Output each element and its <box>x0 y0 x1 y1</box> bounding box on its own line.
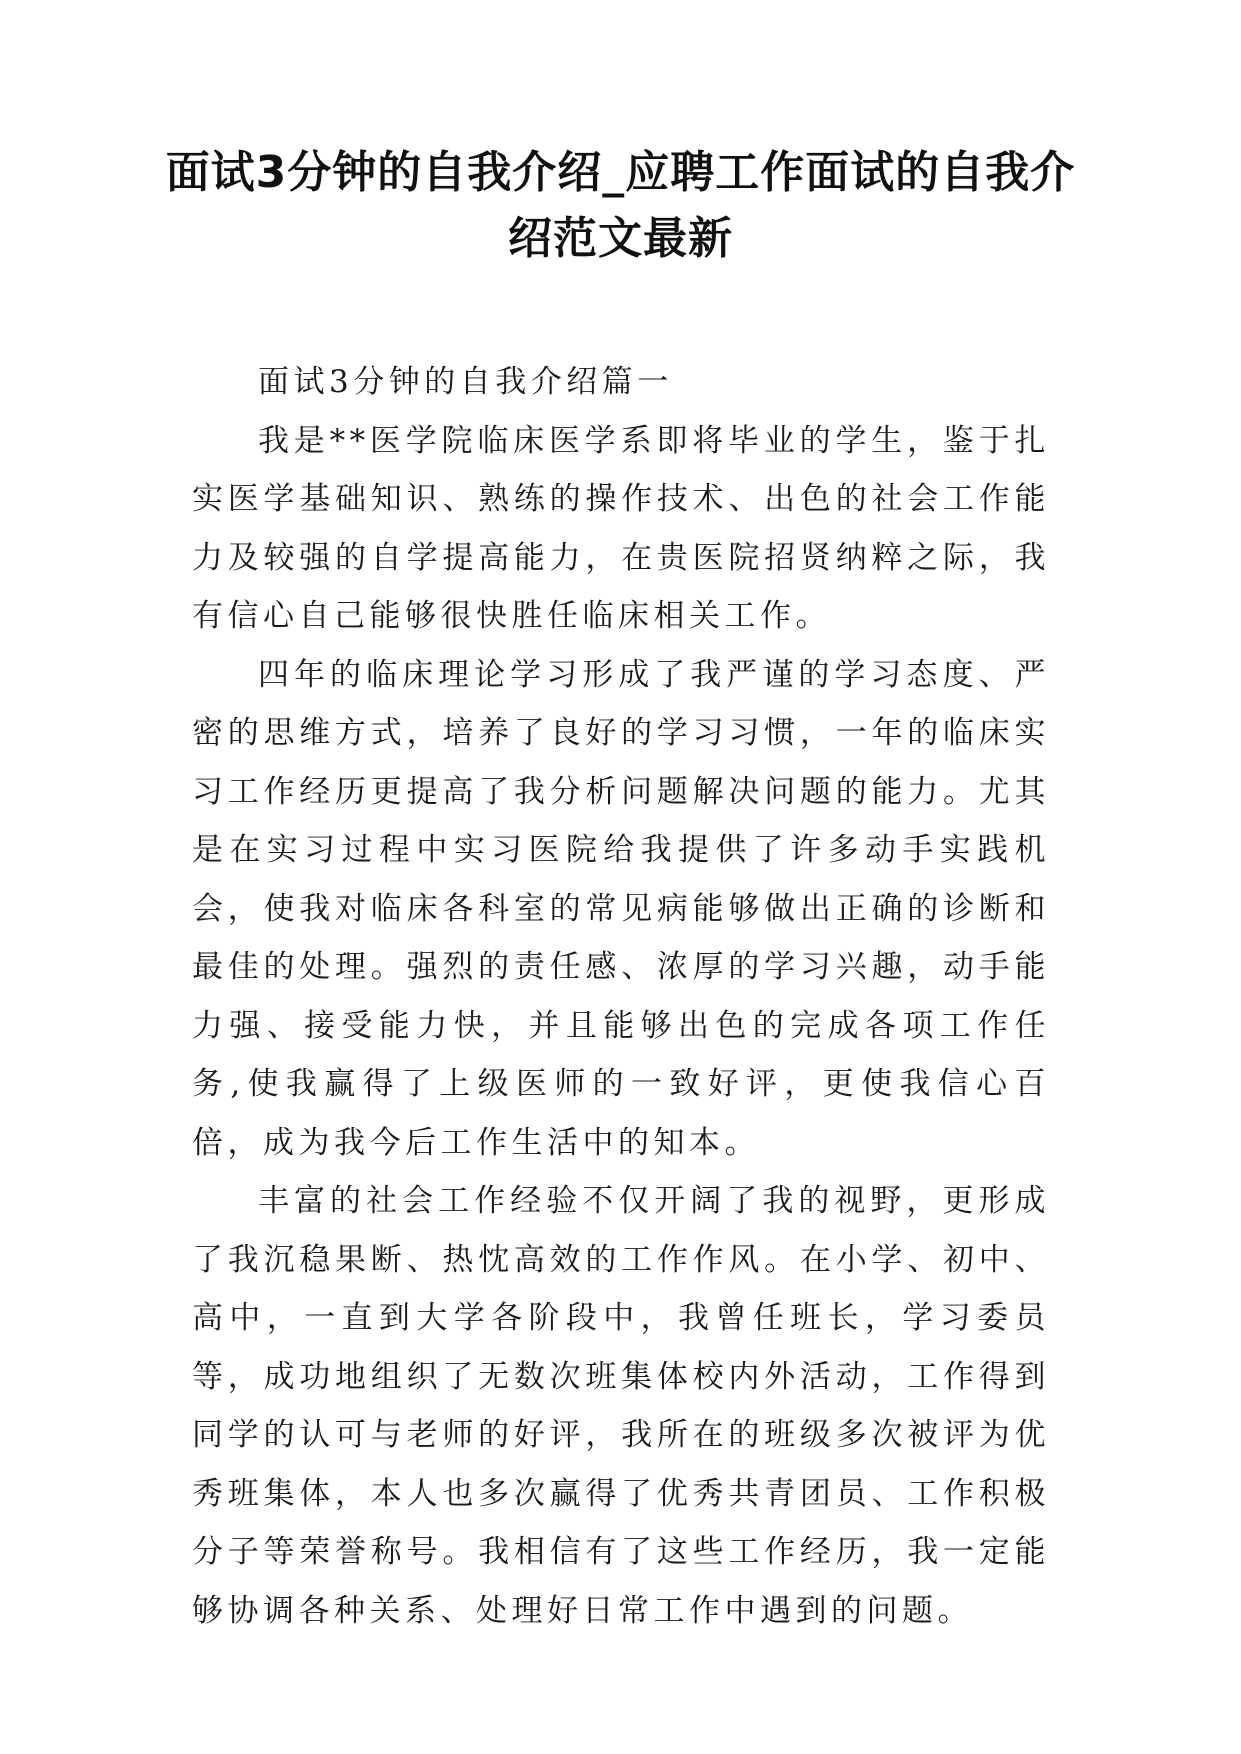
document-title: 面试3分钟的自我介绍_应聘工作面试的自我介绍范文最新 <box>165 147 1076 264</box>
paragraph-3: 丰富的社会工作经验不仅开阔了我的视野，更形成了我沉稳果断、热忱高效的工作作风。在小学、初中、高中，一直到大学各阶段中，我曾任班长，学习委员等，成功地组织了无数次班集体校内外活动，工作得到同学的认可与老师的好评，我所在的班级多次被评为优秀班集体，本人也多次赢得了优秀共青团员、工作积极分子等荣誉称号。我相信有了这些工作经历，我一定能够协调各种关系、处理好日常工作中遇到的问题。 <box>192 1183 1050 1629</box>
paragraph-1: 我是**医学院临床医学系即将毕业的学生，鉴于扎实医学基础知识、熟练的操作技术、出色的社会工作能力及较强的自学提高能力，在贵医院招贤纳粹之际，我有信心自己能够很快胜任临床相关工作。 <box>192 422 1050 634</box>
document-body <box>192 353 1050 1640</box>
section-heading: 面试3分钟的自我介绍篇一 <box>258 364 673 400</box>
paragraph-2: 四年的临床理论学习形成了我严谨的学习态度、严密的思维方式，培养了良好的学习习惯，一年的临床实习工作经历更提高了我分析问题解决问题的能力。尤其是在实习过程中实习医院给我提供了许多动手实践机会，使我对临床各科室的常见病能够做出正确的诊断和最佳的处理。强烈的责任感、浓厚的学习兴趣，动手能力强、接受能力快，并且能够出色的完成各项工作任务,使我赢得了上级医师的一致好评，更使我信心百倍，成为我今后工作生活中的知本。 <box>192 656 1050 1161</box>
